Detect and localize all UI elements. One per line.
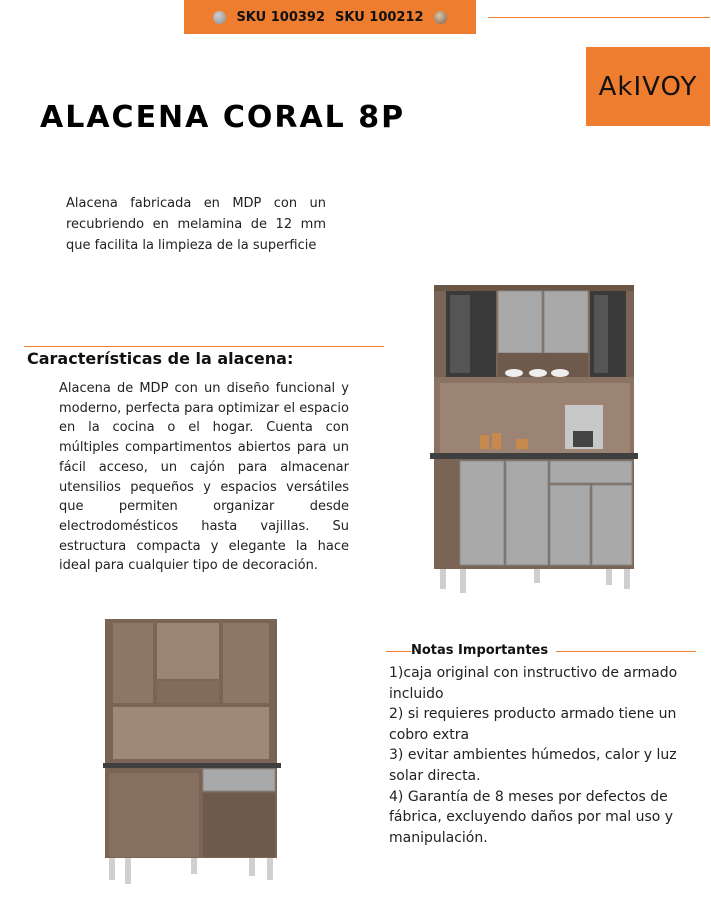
features-paragraph: Alacena de MDP con un diseño funcional y moderno, perfecta para optimizar el espacio en la cocina o el hogar. Cuenta con múltiples compartimentos abiertos para un fácil acceso, un cajón para almacenar utensilios pequeños y espacios versátiles que permiten organizar desde electrodomésticos hasta vajillas. Su estructura compacta y elegante la hace ideal para cualquier tipo de decoración. (59, 381, 349, 574)
features-divider (24, 346, 384, 347)
notes-list (389, 663, 694, 848)
brand-logo-text: AkIVOY (598, 71, 698, 102)
wood-color-swatch-icon (434, 11, 447, 24)
note-item-1: 1)caja original con instructivo de armado incluido (389, 665, 678, 702)
brand-logo (586, 47, 710, 126)
sku-bar (184, 0, 476, 34)
note-item-2: 2) si requieres producto armado tiene un cobro extra (389, 706, 677, 743)
top-divider (488, 17, 710, 18)
note-item-3: 3) evitar ambientes húmedos, calor y luz solar directa. (389, 747, 677, 784)
sku-2-label: SKU 100212 (335, 9, 424, 25)
notes-title: Notas Importantes (411, 643, 556, 658)
intro-paragraph: Alacena fabricada en MDP con un recubriendo en melamina de 12 mm que facilita la limpieza de la superficie (66, 196, 326, 253)
gray-color-swatch-icon (213, 11, 226, 24)
product-image-gray (430, 283, 640, 595)
page-title: ALACENA CORAL 8P (40, 100, 406, 135)
sku-1-label: SKU 100392 (236, 9, 325, 25)
features-title: Características de la alacena: (27, 349, 294, 368)
note-item-4: 4) Garantía de 8 meses por defectos de fábrica, excluyendo daños por mal uso y manipulación. (389, 788, 674, 846)
product-image-wood (103, 617, 283, 887)
